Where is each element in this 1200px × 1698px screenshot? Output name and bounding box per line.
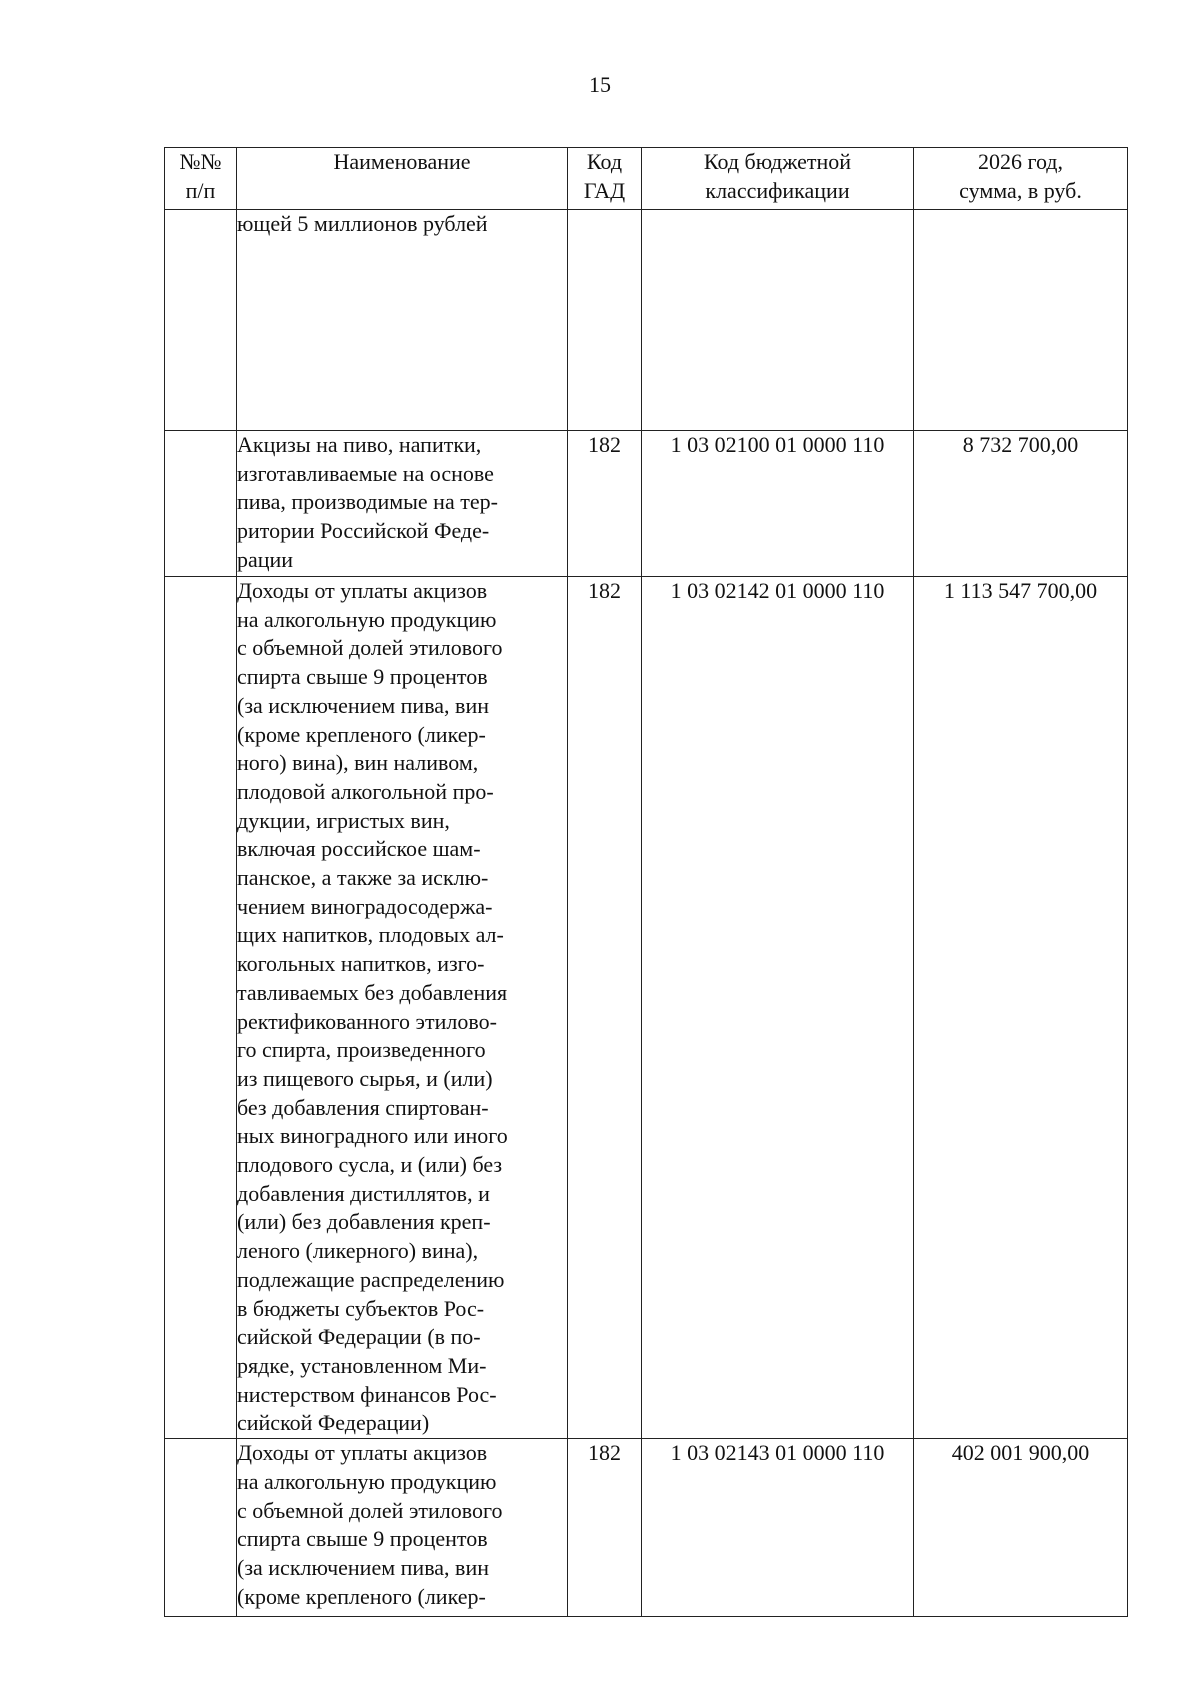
budget-revenue-table — [164, 147, 1128, 1617]
header-sum: 2026 год, сумма, в руб. — [914, 148, 1128, 210]
row-sum-cell: 402 001 900,00 — [914, 1439, 1128, 1617]
table-row — [165, 577, 1128, 1439]
row-sum-cell: 8 732 700,00 — [914, 431, 1128, 577]
row-kbk-cell: 1 03 02100 01 0000 110 — [642, 431, 914, 577]
table-row — [165, 1439, 1128, 1617]
row-kbk-cell — [642, 210, 914, 431]
row-num-cell — [165, 210, 237, 431]
header-gad: Код ГАД — [568, 148, 642, 210]
row-kbk-cell: 1 03 02142 01 0000 110 — [642, 577, 914, 1439]
row-kbk-cell: 1 03 02143 01 0000 110 — [642, 1439, 914, 1617]
row-sum-cell: 1 113 547 700,00 — [914, 577, 1128, 1439]
page-number: 15 — [589, 72, 611, 97]
row-num-cell — [165, 1439, 237, 1617]
row-num-cell — [165, 431, 237, 577]
row-name-cell: Акцизы на пиво, напитки, изготавливаемые на основе пива, производимые на тер- ритории Российской Феде- рации — [237, 431, 568, 577]
row-gad-cell — [568, 210, 642, 431]
table-row — [165, 210, 1128, 431]
header-kbk: Код бюджетной классификации — [642, 148, 914, 210]
header-num: №№ п/п — [165, 148, 237, 210]
row-name-cell: Доходы от уплаты акцизов на алкогольную продукцию с объемной долей этилового спирта свыше 9 процентов (за исключением пива, вин (кроме крепленого (ликер- — [237, 1439, 568, 1617]
row-gad-cell: 182 — [568, 431, 642, 577]
row-name-cell: ющей 5 миллионов рублей — [237, 210, 568, 431]
table-row — [165, 431, 1128, 577]
row-gad-cell: 182 — [568, 577, 642, 1439]
table-header-row — [165, 148, 1128, 210]
row-gad-cell: 182 — [568, 1439, 642, 1617]
row-num-cell — [165, 577, 237, 1439]
row-sum-cell — [914, 210, 1128, 431]
header-name: Наименование — [237, 148, 568, 210]
row-name-cell: Доходы от уплаты акцизов на алкогольную продукцию с объемной долей этилового спирта свыше 9 процентов (за исключением пива, вин (кроме крепленого (ликер- ного) вина), вин наливом, плодовой алкогольной про- дукции, игристых вин, включая российское шам- панское, а также за исклю- чением виноградосодержа- щих напитков, плодовых ал- когольных напитков, изго- тавливаемых без добавления ректификованного этилово- го спирта, произведенного из пищевого сырья, и (или) без добавления спиртован- ных виноградного или иного плодового сусла, и (или) без добавления дистиллятов, и (или) без добавления креп- леного (ликерного) вина), подлежащие распределению в бюджеты субъектов Рос- сийской Федерации (в по- рядке, установленном Ми- нистерством финансов Рос- сийской Федерации) — [237, 577, 568, 1439]
